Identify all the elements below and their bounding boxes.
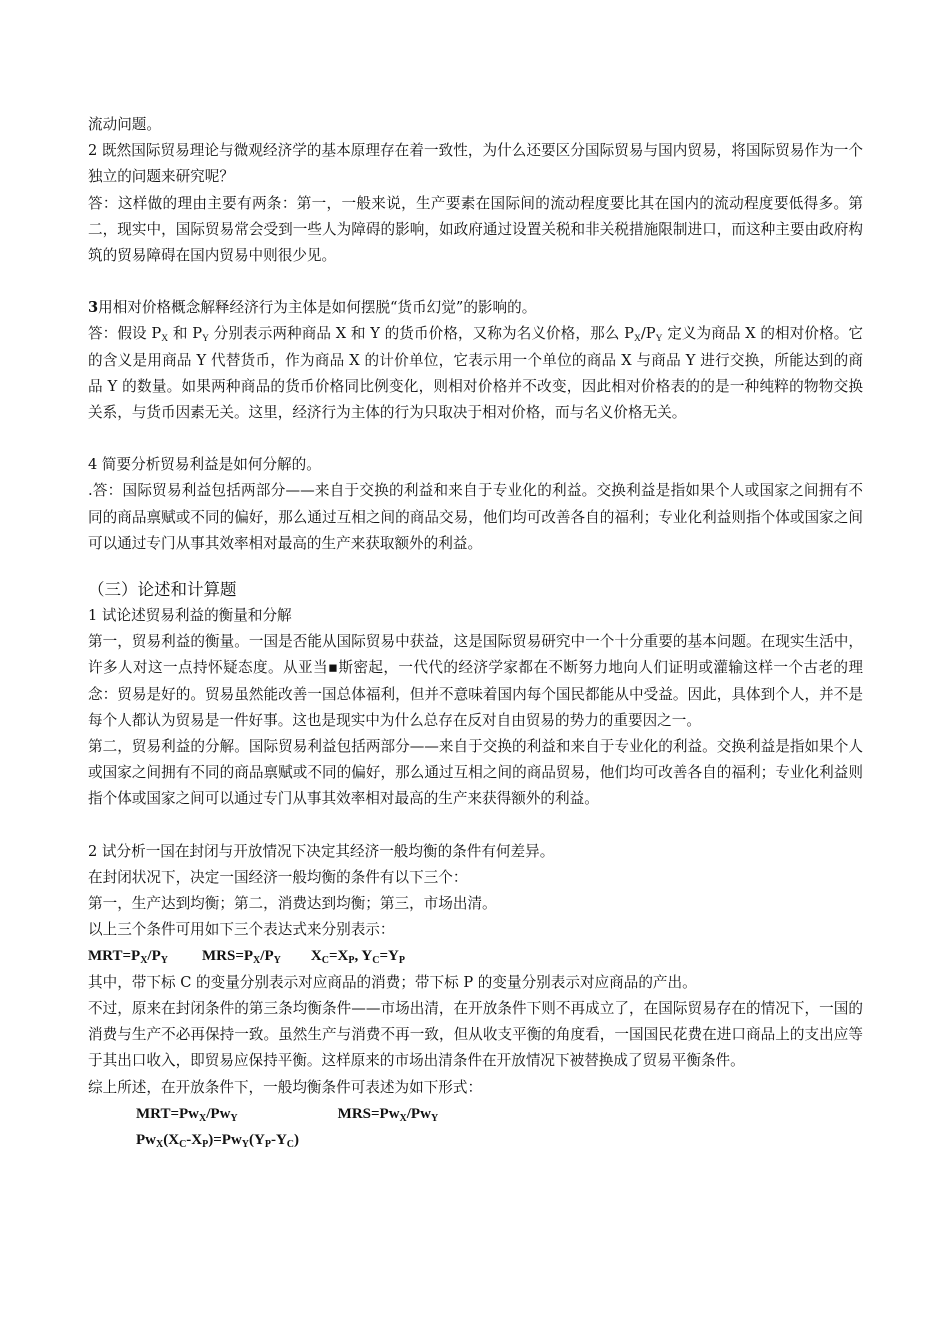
formula-part: /Pw (206, 1105, 231, 1122)
sub-y: Y (160, 955, 168, 967)
formula-part: =Y (379, 948, 399, 965)
formula-part: MRS=Pw (337, 1105, 400, 1122)
answer-2: 答：这样做的理由主要有两条：第一，一般来说，生产要素在国际间的流动程度要比其在国内的流动程度要低得多。第二，现实中，国际贸易常会受到一些人为障碍的影响，如政府通过设置关税和非关税措施限制进口，而这种主要由政府构筑的贸易障碍在国内贸易中则很少见。 (88, 194, 863, 265)
sub-x: X (633, 334, 641, 345)
sub-x: X (253, 955, 261, 967)
essay-2-paragraph-5: 不过，原来在封闭条件的第三条均衡条件——市场出清，在开放条件下则不再成立了，在国际贸易存在的情况下，一国的消费与生产不必再保持一致。虽然生产与消费不再一致，但从收支平衡的角度看，一国国民花费在进口商品上的支出应等于其出口收入，即贸易应保持平衡。这样原来的市场出清条件在开放情况下被替换成了贸易平衡条件。 (88, 999, 863, 1070)
answer-3-part: 分别表示两种商品 X 和 Y 的货币价格，又称为名义价格，那么 P (213, 325, 634, 343)
formula-part: (X (163, 1131, 180, 1148)
sub-p: P (398, 955, 405, 967)
answer-4: .答：国际贸易利益包括两部分——来自于交换的利益和来自于专业化的利益。交换利益是指如果个人或国家之间拥有不同的商品禀赋或不同的偏好，那么通过互相之间的商品交易，他们均可改善各自的福利；专业化利益则指个体或国家之间可以通过专门从事其效率相对最高的生产来获取额外的利益。 (88, 482, 863, 552)
formula-part: (Y (249, 1131, 265, 1148)
answer-3 (88, 321, 863, 426)
sub-c: C (372, 955, 380, 967)
sub-x: X (199, 1112, 207, 1124)
spacer (88, 269, 863, 295)
open-economy-equations-row-1 (88, 1101, 863, 1127)
essay-2-paragraph-4: 其中，带下标 C 的变量分别表示对应商品的消费；带下标 P 的变量分别表示对应商品的产出。 (88, 973, 697, 991)
answer-3-part: 定义为商品 X 的相对价格。它的含义是用商品 Y 代替货币，作为商品 X 的计价单位，它表示用一个单位的商品 X 与商品 Y 进行交换，所能达到的商品 Y 的数量。如果两种商品的货币价格同比例变化，则相对价格并不改变，因此相对价格表的的是一种纯粹的物物交换关系，与货币因素无关。这里，经济行为主体的行为只取决于相对价格，而与名义价格无关。 (88, 325, 864, 422)
formula-part: /P (260, 948, 274, 965)
question-3-number: 3 (88, 299, 99, 317)
essay-2-paragraph-6: 综上所述，在开放条件下，一般均衡条件可表述为如下形式： (88, 1078, 483, 1096)
subscript-x (161, 326, 169, 345)
essay-2-paragraph-1: 在封闭状况下，决定一国经济一般均衡的条件有以下三个： (88, 868, 468, 886)
question-2: 2 既然国际贸易理论与微观经济学的基本原理存在着一致性，为什么还要区分国际贸易与国内贸易，将国际贸易作为一个独立的问题来研究呢？ (88, 142, 863, 186)
formula-part: =X (328, 948, 349, 965)
sub-x: X (161, 334, 169, 345)
sub-p: P (264, 1138, 271, 1150)
formula-part: Pw (136, 1131, 156, 1148)
formula-part: X (310, 948, 322, 965)
formula-part: /Pw (406, 1105, 431, 1122)
sub-y: Y (202, 334, 209, 345)
sub-x: X (399, 1112, 407, 1124)
formula-part: ) (294, 1131, 300, 1148)
sub-y: Y (655, 334, 663, 345)
formula-part: , Y (354, 948, 373, 965)
sub-y: Y (430, 1112, 439, 1124)
subscript-y (202, 326, 209, 345)
formula-part: MRT=P (88, 948, 141, 965)
formula-part: /P (147, 948, 161, 965)
question-3 (88, 295, 863, 321)
closed-economy-equations (88, 943, 863, 969)
essay-1-title: 1 试论述贸易利益的衡量和分解 (88, 607, 292, 625)
trade-balance-equation (88, 1127, 863, 1153)
essay-2-title: 2 试分析一国在封闭与开放情况下决定其经济一般均衡的条件有何差异。 (88, 842, 555, 860)
sub-y: Y (230, 1112, 238, 1124)
paragraph-continuation: 流动问题。 (88, 116, 161, 133)
mrs-open (338, 1101, 439, 1127)
essay-1-paragraph-1: 第一，贸易利益的衡量。一国是否能从国际贸易中获益，这是国际贸易研究中一个十分重要的基本问题。在现实生活中，许多人对这一点持怀疑态度。从亚当▪斯密起，一代代的经济学家都在不断努力地向人们证明或灌输这样一个古老的理念：贸易是好的。贸易虽然能改善一国总体福利，但并不意味着国内每个国民都能从中受益。因此，具体到个人，并不是每个人都认为贸易是一件好事。这也是现实中为什么总存在反对自由贸易的势力的重要因之一。 (88, 633, 863, 729)
sub-p: P (348, 955, 355, 967)
answer-3-part: 和 P (172, 325, 203, 343)
essay-2-paragraph-3: 以上三个条件可用如下三个表达式来分别表示： (88, 921, 395, 939)
formula-part: MRS=P (202, 948, 254, 965)
section-heading: （三）论述和计算题 (88, 580, 237, 600)
formula-part: -Y (270, 1131, 287, 1148)
spacer (88, 813, 863, 839)
sub-x: X (156, 1138, 164, 1150)
spacer (88, 426, 863, 452)
formula-part: -X (186, 1131, 203, 1148)
question-4: 4 简要分析贸易利益是如何分解的。 (88, 456, 321, 474)
sub-c: C (321, 955, 329, 967)
sub-y: Y (273, 955, 281, 967)
answer-3-part: 答：假设 P (88, 325, 162, 343)
question-3-text: 用相对价格概念解释经济行为主体是如何摆脱“货币幻觉”的影响的。 (98, 299, 537, 317)
essay-1-paragraph-2: 第二，贸易利益的分解。国际贸易利益包括两部分——来自于交换的利益和来自于专业化的利益。交换利益是指如果个人或国家之间拥有不同的商品禀赋或不同的偏好，那么通过互相之间的商品贸易，他们均可改善各自的福利；专业化利益则指个体或国家之间可以通过专门从事其效率相对最高的生产来获得额外的利益。 (88, 738, 863, 808)
spacer (88, 557, 863, 577)
subscript-y (655, 326, 663, 345)
formula-part: MRT=Pw (136, 1105, 200, 1122)
sub-c: C (286, 1138, 295, 1150)
document-page (88, 112, 863, 1153)
sub-y: Y (241, 1138, 250, 1150)
sub-c: C (179, 1138, 187, 1150)
subscript-x (633, 326, 641, 345)
answer-3-part: /P (640, 325, 656, 343)
sub-p: P (202, 1138, 209, 1150)
essay-2-paragraph-2: 第一，生产达到均衡；第二，消费达到均衡；第三，市场出清。 (88, 895, 497, 913)
sub-x: X (140, 955, 148, 967)
formula-part: )=Pw (208, 1131, 242, 1148)
